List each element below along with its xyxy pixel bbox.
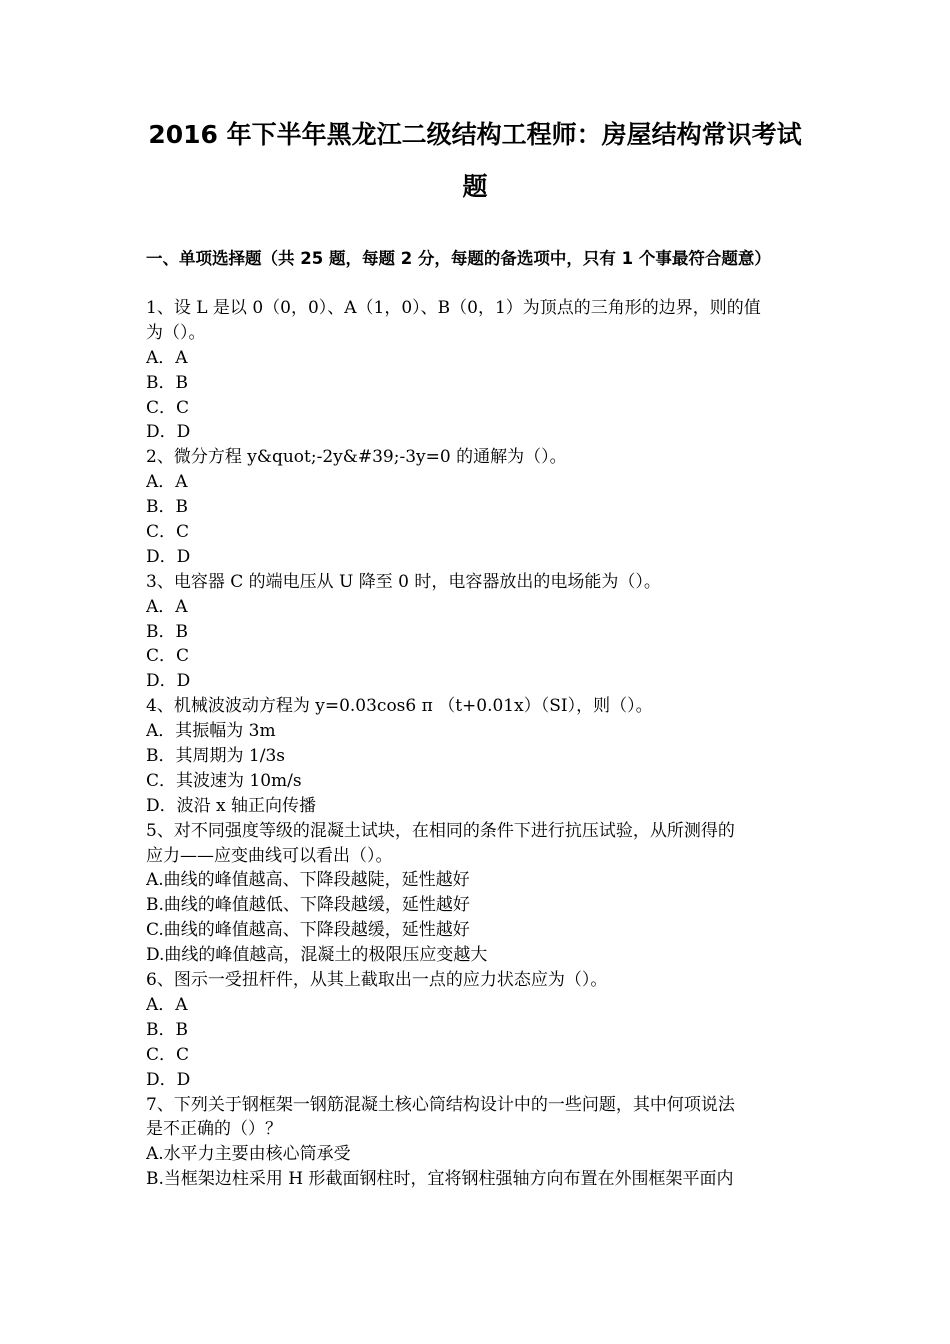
text-line: A．A	[146, 347, 188, 368]
text-line: A.曲线的峰值越高、下降段越陡，延性越好	[146, 870, 470, 891]
text-line: B．B	[146, 372, 188, 393]
text-line: 是不正确的（）？	[146, 1119, 282, 1140]
text-line: D．D	[146, 1069, 191, 1090]
text-line: D．D	[146, 546, 191, 567]
text-line: C．其波速为 10m/s	[146, 770, 302, 791]
text-line: D．D	[146, 422, 191, 443]
text-line: B．其周期为 1/3s	[146, 746, 285, 767]
text-line: B.当框架边柱采用 H 形截面钢柱时，宜将钢柱强轴方向布置在外围框架平面内	[146, 1169, 734, 1190]
text-line: A.水平力主要由核心筒承受	[146, 1144, 351, 1165]
text-line: A．A	[146, 596, 188, 617]
text-line: C．C	[146, 522, 190, 543]
text-line: 应力——应变曲线可以看出（）。	[146, 845, 393, 866]
text-line: A．A	[146, 994, 188, 1015]
text-line: D.曲线的峰值越高，混凝土的极限压应变越大	[146, 945, 488, 966]
text-line: C．C	[146, 1044, 190, 1065]
text-line: 6、图示一受扭杆件，从其上截取出一点的应力状态应为（）。	[146, 970, 608, 991]
text-line: 1、设 L 是以 0（0，0）、A（1，0）、B（0，1）为顶点的三角形的边界，则的值	[146, 298, 761, 318]
text-line: D．D	[146, 671, 191, 692]
section-heading: 一、单项选择题（共 25 题，每题 2 分，每题的备选项中，只有 1 个事最符合题意）	[146, 249, 771, 268]
question-body	[146, 296, 812, 1192]
text-line: 4、机械波波动方程为 y=0.03cos6 π （t+0.01x）（SI），则（）。	[146, 696, 653, 717]
text-line: 7、下列关于钢框架一钢筋混凝土核心筒结构设计中的一些问题，其中何项说法	[146, 1094, 735, 1115]
text-line: B．B	[146, 1019, 188, 1040]
text-line: C.曲线的峰值越高、下降段越缓，延性越好	[146, 920, 470, 941]
text-line: C．C	[146, 397, 190, 418]
document-title-line-1: 2016 年下半年黑龙江二级结构工程师：房屋结构常识考试	[148, 120, 802, 149]
text-line: 2、微分方程 y&quot;-2y&#39;-3y=0 的通解为（）。	[146, 447, 567, 468]
text-line: B.曲线的峰值越低、下降段越缓，延性越好	[146, 895, 470, 916]
document-title-line-2: 题	[462, 172, 488, 201]
text-line: 5、对不同强度等级的混凝土试块，在相同的条件下进行抗压试验，从所测得的	[146, 820, 735, 841]
text-line: D．波沿 x 轴正向传播	[146, 795, 317, 816]
text-line: A．A	[146, 472, 188, 493]
text-line: 3、电容器 C 的端电压从 U 降至 0 时，电容器放出的电场能为（）。	[146, 571, 661, 592]
text-line: B．B	[146, 621, 188, 642]
text-line: C．C	[146, 646, 190, 667]
text-line: A．其振幅为 3m	[146, 721, 276, 742]
text-line: B．B	[146, 497, 188, 518]
text-line: 为（）。	[146, 322, 206, 343]
